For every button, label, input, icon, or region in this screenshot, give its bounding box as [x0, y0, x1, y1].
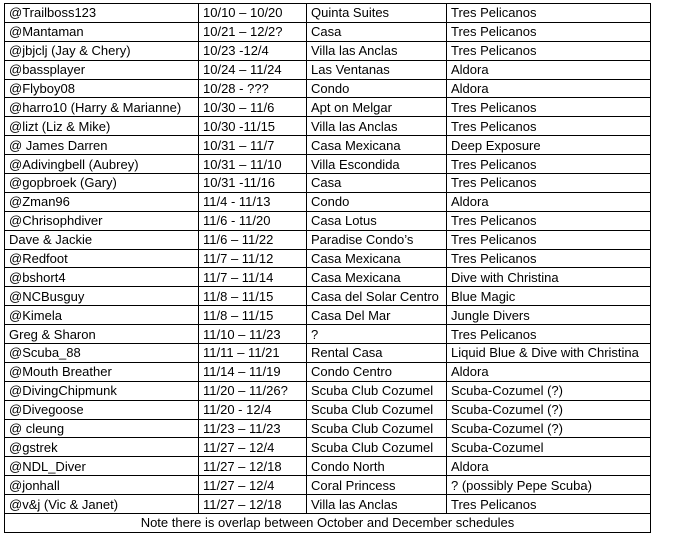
- lodging-cell: Casa: [307, 174, 447, 193]
- table-row: [5, 60, 651, 79]
- table-row: [5, 457, 651, 476]
- dates-cell: 11/27 – 12/18: [199, 457, 307, 476]
- diver-name-cell: @DivingChipmunk: [5, 381, 199, 400]
- diver-name-cell: @NDL_Diver: [5, 457, 199, 476]
- diver-name-cell: @Flyboy08: [5, 79, 199, 98]
- dates-cell: 11/27 – 12/4: [199, 476, 307, 495]
- diver-name-cell: @lizt (Liz & Mike): [5, 117, 199, 136]
- table-row: [5, 136, 651, 155]
- dates-cell: 11/7 – 11/12: [199, 249, 307, 268]
- table-row: [5, 268, 651, 287]
- lodging-cell: Casa: [307, 22, 447, 41]
- lodging-cell: Casa Lotus: [307, 211, 447, 230]
- table-row: [5, 419, 651, 438]
- diver-name-cell: @harro10 (Harry & Marianne): [5, 98, 199, 117]
- dive-shop-cell: Aldora: [447, 60, 651, 79]
- diver-name-cell: @Divegoose: [5, 400, 199, 419]
- lodging-cell: Condo Centro: [307, 362, 447, 381]
- dive-shop-cell: ? (possibly Pepe Scuba): [447, 476, 651, 495]
- lodging-cell: Quinta Suites: [307, 4, 447, 23]
- dates-cell: 10/31 – 11/10: [199, 155, 307, 174]
- table-row: [5, 174, 651, 193]
- diver-name-cell: Dave & Jackie: [5, 230, 199, 249]
- dates-cell: 10/10 – 10/20: [199, 4, 307, 23]
- diver-name-cell: @v&j (Vic & Janet): [5, 495, 199, 514]
- table-row: [5, 495, 651, 514]
- diver-name-cell: @Chrisophdiver: [5, 211, 199, 230]
- lodging-cell: Coral Princess: [307, 476, 447, 495]
- schedule-table: [4, 3, 651, 533]
- table-row: [5, 230, 651, 249]
- lodging-cell: Scuba Club Cozumel: [307, 400, 447, 419]
- dive-shop-cell: Dive with Christina: [447, 268, 651, 287]
- table-row: [5, 306, 651, 325]
- dive-shop-cell: Tres Pelicanos: [447, 230, 651, 249]
- lodging-cell: Villa las Anclas: [307, 41, 447, 60]
- dive-shop-cell: Tres Pelicanos: [447, 41, 651, 60]
- dive-shop-cell: Aldora: [447, 457, 651, 476]
- dates-cell: 11/20 – 11/26?: [199, 381, 307, 400]
- table-row: [5, 98, 651, 117]
- dates-cell: 11/23 – 11/23: [199, 419, 307, 438]
- dive-shop-cell: Tres Pelicanos: [447, 117, 651, 136]
- dive-shop-cell: Tres Pelicanos: [447, 174, 651, 193]
- table-row: [5, 155, 651, 174]
- lodging-cell: Apt on Melgar: [307, 98, 447, 117]
- dive-shop-cell: Liquid Blue & Dive with Christina: [447, 344, 651, 363]
- dates-cell: 10/31 – 11/7: [199, 136, 307, 155]
- dive-shop-cell: Aldora: [447, 192, 651, 211]
- dive-shop-cell: Tres Pelicanos: [447, 155, 651, 174]
- dive-shop-cell: Scuba-Cozumel (?): [447, 400, 651, 419]
- lodging-cell: Condo North: [307, 457, 447, 476]
- dates-cell: 10/23 -12/4: [199, 41, 307, 60]
- table-row: [5, 476, 651, 495]
- diver-name-cell: @ cleung: [5, 419, 199, 438]
- table-row: [5, 400, 651, 419]
- diver-name-cell: @Mantaman: [5, 22, 199, 41]
- table-row: [5, 4, 651, 23]
- dates-cell: 10/30 – 11/6: [199, 98, 307, 117]
- diver-name-cell: @gstrek: [5, 438, 199, 457]
- lodging-cell: Condo: [307, 79, 447, 98]
- note-text: Note there is overlap between October and December schedules: [5, 514, 651, 533]
- dive-shop-cell: Aldora: [447, 79, 651, 98]
- dates-cell: 11/4 - 11/13: [199, 192, 307, 211]
- table-row: [5, 362, 651, 381]
- dive-shop-cell: Tres Pelicanos: [447, 22, 651, 41]
- dive-shop-cell: Tres Pelicanos: [447, 4, 651, 23]
- lodging-cell: Las Ventanas: [307, 60, 447, 79]
- diver-name-cell: @Adivingbell (Aubrey): [5, 155, 199, 174]
- dive-shop-cell: Tres Pelicanos: [447, 98, 651, 117]
- table-row: [5, 381, 651, 400]
- dates-cell: 11/27 – 12/4: [199, 438, 307, 457]
- table-row: [5, 249, 651, 268]
- diver-name-cell: @jonhall: [5, 476, 199, 495]
- lodging-cell: Casa Mexicana: [307, 136, 447, 155]
- lodging-cell: Scuba Club Cozumel: [307, 381, 447, 400]
- diver-name-cell: @bassplayer: [5, 60, 199, 79]
- dates-cell: 11/27 – 12/18: [199, 495, 307, 514]
- lodging-cell: Rental Casa: [307, 344, 447, 363]
- diver-name-cell: @gopbroek (Gary): [5, 174, 199, 193]
- dates-cell: 10/24 – 11/24: [199, 60, 307, 79]
- table-row: [5, 325, 651, 344]
- dates-cell: 10/31 -11/16: [199, 174, 307, 193]
- dates-cell: 10/21 – 12/2?: [199, 22, 307, 41]
- table-row: [5, 22, 651, 41]
- table-row: [5, 344, 651, 363]
- lodging-cell: Paradise Condo’s: [307, 230, 447, 249]
- dive-shop-cell: Tres Pelicanos: [447, 495, 651, 514]
- lodging-cell: Casa Mexicana: [307, 268, 447, 287]
- dates-cell: 11/11 – 11/21: [199, 344, 307, 363]
- dates-cell: 11/20 - 12/4: [199, 400, 307, 419]
- diver-name-cell: @NCBusguy: [5, 287, 199, 306]
- diver-name-cell: @Zman96: [5, 192, 199, 211]
- lodging-cell: Casa del Solar Centro: [307, 287, 447, 306]
- dates-cell: 11/10 – 11/23: [199, 325, 307, 344]
- dive-shop-cell: Tres Pelicanos: [447, 211, 651, 230]
- lodging-cell: Casa Mexicana: [307, 249, 447, 268]
- dive-shop-cell: Blue Magic: [447, 287, 651, 306]
- dates-cell: 11/14 – 11/19: [199, 362, 307, 381]
- lodging-cell: Casa Del Mar: [307, 306, 447, 325]
- lodging-cell: Villa las Anclas: [307, 117, 447, 136]
- diver-name-cell: @Redfoot: [5, 249, 199, 268]
- dates-cell: 10/30 -11/15: [199, 117, 307, 136]
- dates-cell: 11/7 – 11/14: [199, 268, 307, 287]
- dates-cell: 11/6 – 11/22: [199, 230, 307, 249]
- dates-cell: 11/8 – 11/15: [199, 287, 307, 306]
- table-row: [5, 79, 651, 98]
- dive-shop-cell: Tres Pelicanos: [447, 249, 651, 268]
- table-row: [5, 211, 651, 230]
- diver-name-cell: @Scuba_88: [5, 344, 199, 363]
- dive-shop-cell: Scuba-Cozumel: [447, 438, 651, 457]
- table-row: [5, 117, 651, 136]
- dates-cell: 10/28 - ???: [199, 79, 307, 98]
- diver-name-cell: @bshort4: [5, 268, 199, 287]
- diver-name-cell: @Trailboss123: [5, 4, 199, 23]
- table-row: [5, 41, 651, 60]
- dive-shop-cell: Scuba-Cozumel (?): [447, 419, 651, 438]
- table-row: [5, 438, 651, 457]
- note-row: [5, 514, 651, 533]
- lodging-cell: Villa Escondida: [307, 155, 447, 174]
- diver-name-cell: @Mouth Breather: [5, 362, 199, 381]
- table-row: [5, 287, 651, 306]
- lodging-cell: Condo: [307, 192, 447, 211]
- dive-shop-cell: Deep Exposure: [447, 136, 651, 155]
- lodging-cell: Scuba Club Cozumel: [307, 419, 447, 438]
- diver-name-cell: @Kimela: [5, 306, 199, 325]
- diver-name-cell: Greg & Sharon: [5, 325, 199, 344]
- lodging-cell: Villa las Anclas: [307, 495, 447, 514]
- dates-cell: 11/6 - 11/20: [199, 211, 307, 230]
- dive-shop-cell: Tres Pelicanos: [447, 325, 651, 344]
- lodging-cell: Scuba Club Cozumel: [307, 438, 447, 457]
- lodging-cell: ?: [307, 325, 447, 344]
- dive-shop-cell: Jungle Divers: [447, 306, 651, 325]
- diver-name-cell: @jbjclj (Jay & Chery): [5, 41, 199, 60]
- dive-shop-cell: Aldora: [447, 362, 651, 381]
- dive-shop-cell: Scuba-Cozumel (?): [447, 381, 651, 400]
- table-row: [5, 192, 651, 211]
- diver-name-cell: @ James Darren: [5, 136, 199, 155]
- dates-cell: 11/8 – 11/15: [199, 306, 307, 325]
